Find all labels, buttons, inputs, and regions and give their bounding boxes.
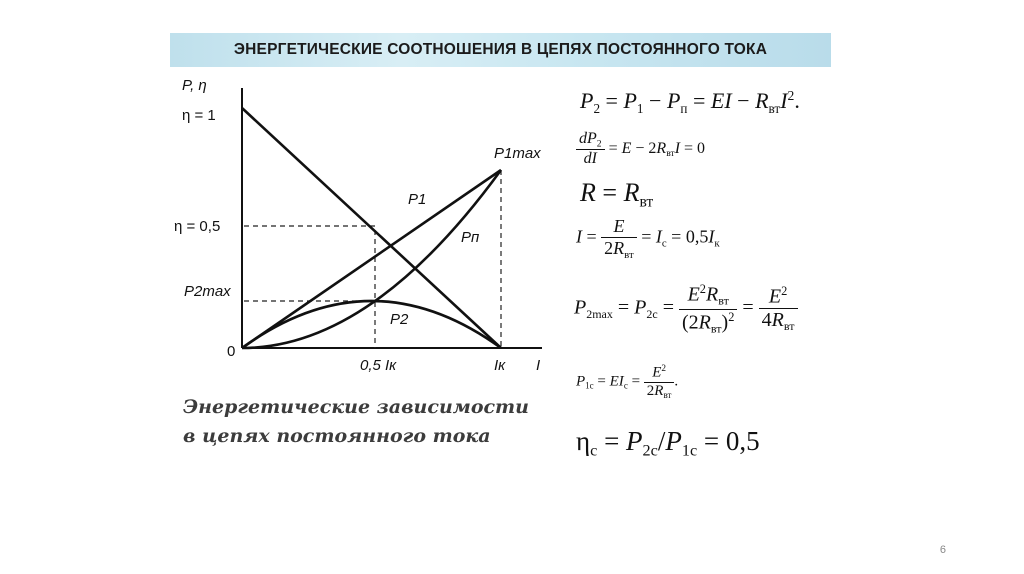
caption-line-1: Энергетические зависимости	[183, 396, 529, 418]
x-ik-label: Iк	[494, 357, 506, 374]
formula-derivative: $\frac{dP_2}{dI}$ = $E - 2R_{вт}I = 0$	[576, 130, 705, 168]
p2-curve	[242, 301, 501, 348]
efficiency-line	[242, 108, 501, 348]
origin-label: 0	[227, 343, 236, 360]
formula-current: I = $\frac{E}{2R_{вт}}$ = $I_с = 0,5I_к$	[576, 216, 720, 261]
energy-graph	[170, 70, 570, 390]
formula-p1c: $P_{1с} = EI_с$ = $\frac{E^2}{2R_{вт}}$ .	[576, 364, 679, 400]
x-half-label: 0,5 Iк	[360, 357, 397, 374]
p2max-label: P2max	[184, 283, 231, 300]
formula-r: $R = R_{вт}$	[580, 178, 654, 211]
formula-p2max: $P_{2max} = P_{2с}$ = $\frac{E^2R_{вт}}{(2R_{вт})^2}$ = $\frac{E^2}{4R_{вт}}$	[574, 282, 798, 336]
p1max-label: P1max	[494, 145, 541, 162]
pp-label: Pп	[461, 229, 480, 246]
eta-half-dashed-line	[244, 226, 375, 348]
eta-half-label: η = 0,5	[174, 218, 221, 235]
p2-label: P2	[390, 311, 409, 328]
figure-caption	[183, 393, 563, 451]
page-number: 6	[939, 544, 946, 556]
x-axis-label: I	[536, 357, 541, 374]
p1-label: P1	[408, 191, 427, 208]
eta-one-label: η = 1	[182, 107, 216, 124]
caption-line-2: в цепях постоянного тока	[183, 425, 491, 447]
title-banner	[170, 33, 831, 67]
p1-line	[242, 170, 501, 348]
formula-p2: $P_2 = P_1 - P_п$ = EI − $R_{вт}I^2$.	[580, 88, 800, 116]
y-axis-label: P, η	[182, 77, 207, 94]
formula-eta-c: $\eta_с = P_{2с}/P_{1с} = 0,5$	[576, 426, 760, 460]
slide-title: ЭНЕРГЕТИЧЕСКИЕ СООТНОШЕНИЯ В ЦЕПЯХ ПОСТОЯННОГО ТОКА	[233, 41, 768, 58]
